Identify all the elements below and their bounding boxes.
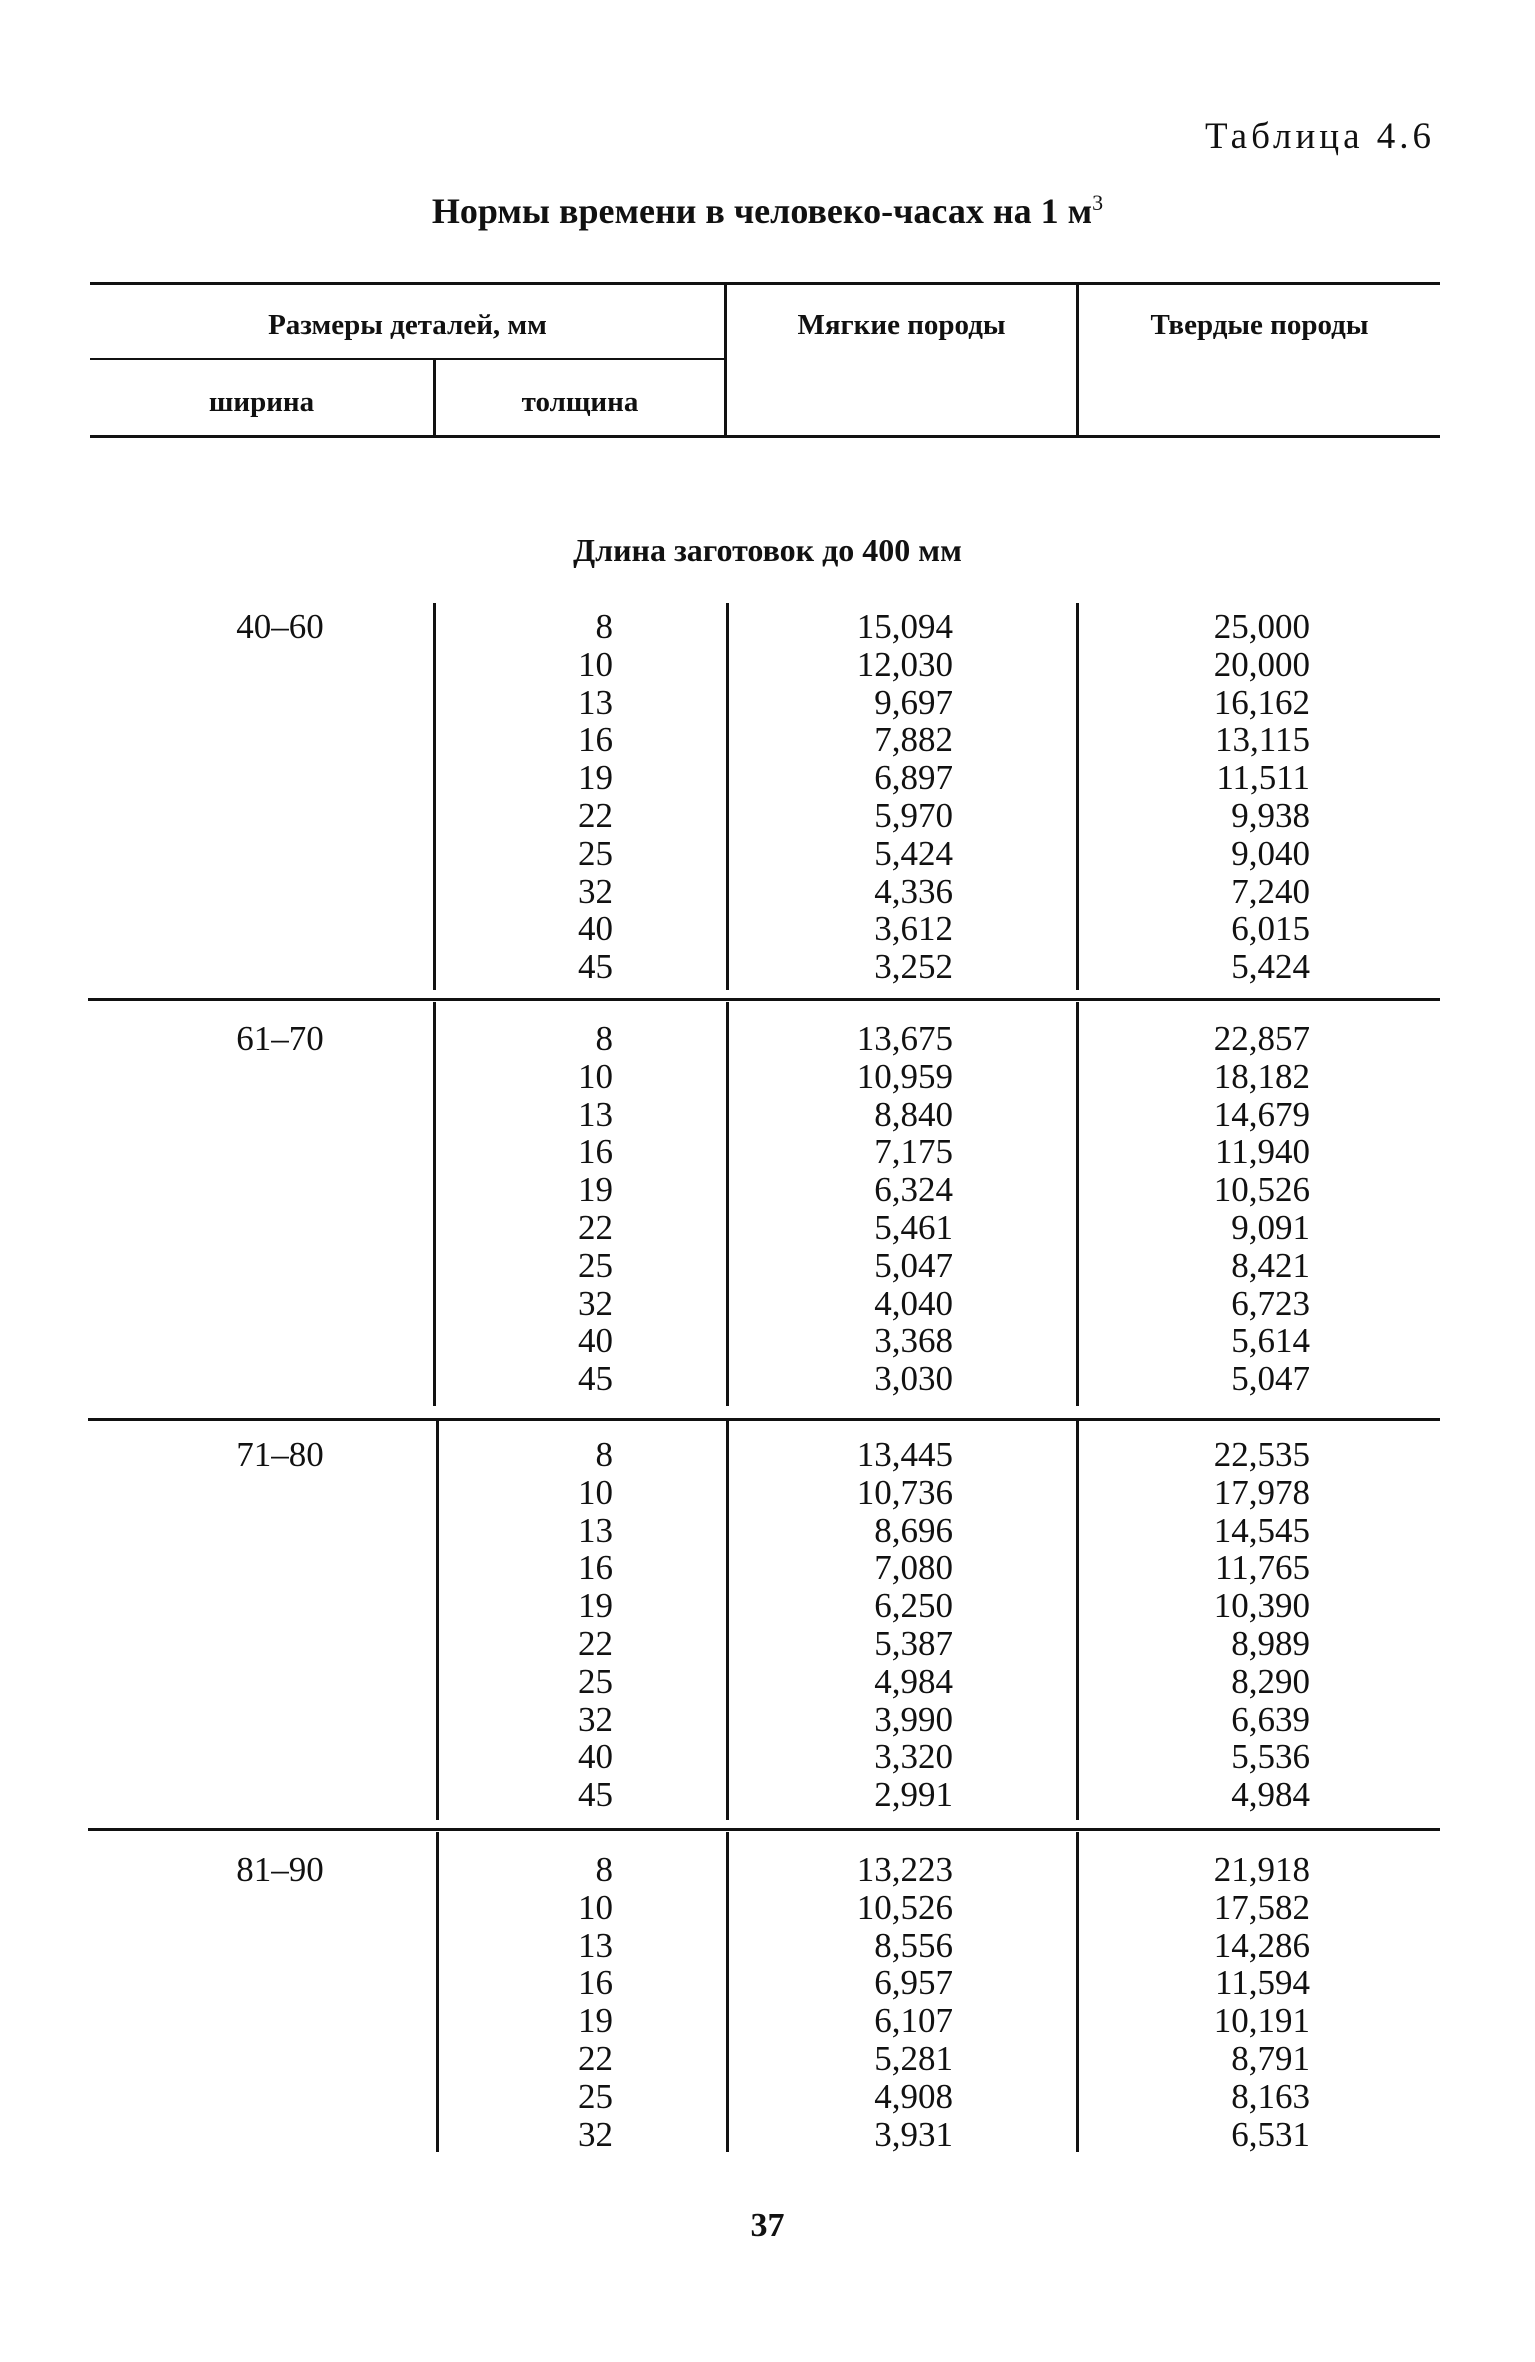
thickness-cell: 8 — [595, 1435, 613, 1474]
hard-cell: 11,511 — [1216, 758, 1310, 798]
table-label: Таблица 4.6 — [1205, 116, 1435, 157]
thickness-cell: 25 — [578, 1661, 613, 1701]
soft-wood-column — [800, 1436, 953, 1814]
hard-cell: 5,047 — [1231, 1359, 1310, 1399]
thickness-column — [500, 1436, 613, 1814]
hard-cell: 5,614 — [1231, 1321, 1310, 1361]
soft-cell: 13,223 — [856, 1850, 953, 1889]
thickness-cell: 10 — [578, 644, 613, 684]
thickness-cell: 10 — [578, 1472, 613, 1512]
soft-cell: 7,882 — [874, 720, 953, 760]
soft-cell: 5,461 — [874, 1207, 953, 1247]
table-title-superscript: 3 — [1092, 190, 1104, 215]
group-4-divider-c — [1076, 1832, 1079, 2152]
soft-cell: 8,840 — [874, 1094, 953, 1134]
hard-cell: 4,984 — [1231, 1775, 1310, 1815]
thickness-cell: 25 — [578, 833, 613, 873]
hard-cell: 9,040 — [1231, 833, 1310, 873]
group-2-divider-b — [726, 1002, 729, 1406]
width-range: 81–90 — [236, 1850, 324, 1889]
thickness-cell: 13 — [578, 682, 613, 722]
thickness-cell: 32 — [578, 2114, 613, 2154]
thickness-cell: 22 — [578, 1623, 613, 1663]
width-range: 40–60 — [236, 607, 324, 646]
hard-cell: 9,938 — [1231, 795, 1310, 835]
hard-cell: 5,536 — [1231, 1737, 1310, 1777]
table-title-text: Нормы времени в человеко-часах на 1 м — [431, 191, 1093, 231]
group-3-divider-c — [1076, 1421, 1079, 1820]
width-range: 61–70 — [236, 1019, 324, 1058]
hard-cell: 20,000 — [1213, 644, 1310, 684]
hard-cell: 9,091 — [1231, 1207, 1310, 1247]
hard-wood-column — [1150, 608, 1310, 986]
hard-cell: 5,424 — [1231, 947, 1310, 987]
thickness-cell: 16 — [578, 1548, 613, 1588]
soft-cell: 3,320 — [874, 1737, 953, 1777]
hard-cell: 8,421 — [1231, 1245, 1310, 1285]
hard-wood-column — [1150, 1851, 1310, 2153]
hard-cell: 18,182 — [1213, 1056, 1310, 1096]
hard-cell: 7,240 — [1231, 871, 1310, 911]
hard-cell: 10,191 — [1213, 2001, 1310, 2041]
thickness-cell: 8 — [595, 607, 613, 646]
soft-cell: 2,991 — [874, 1775, 953, 1815]
thickness-cell: 22 — [578, 2038, 613, 2078]
soft-cell: 3,990 — [874, 1699, 953, 1739]
thickness-cell: 10 — [578, 1887, 613, 1927]
header-top-rule — [90, 282, 1440, 285]
hard-cell: 14,286 — [1213, 1925, 1310, 1965]
thickness-cell: 19 — [578, 2001, 613, 2041]
soft-cell: 6,107 — [874, 2001, 953, 2041]
group-1-bottom-rule — [88, 998, 1440, 1001]
soft-cell: 6,250 — [874, 1586, 953, 1626]
soft-cell: 6,957 — [874, 1963, 953, 2003]
soft-cell: 15,094 — [856, 607, 953, 646]
soft-cell: 9,697 — [874, 682, 953, 722]
header-width: ширина — [208, 386, 315, 418]
thickness-cell: 10 — [578, 1056, 613, 1096]
hard-cell: 10,390 — [1213, 1586, 1310, 1626]
thickness-cell: 13 — [578, 1925, 613, 1965]
hard-cell: 11,765 — [1215, 1548, 1310, 1588]
hard-cell: 22,857 — [1213, 1019, 1310, 1058]
soft-wood-column — [800, 1020, 953, 1398]
hard-cell: 10,526 — [1213, 1170, 1310, 1210]
thickness-cell: 8 — [595, 1850, 613, 1889]
group-4-divider-a — [436, 1832, 439, 2152]
thickness-cell: 25 — [578, 1245, 613, 1285]
soft-cell: 3,252 — [874, 947, 953, 987]
soft-cell: 6,897 — [874, 758, 953, 798]
thickness-cell: 32 — [578, 871, 613, 911]
thickness-cell: 32 — [578, 1283, 613, 1323]
hard-wood-column — [1150, 1436, 1310, 1814]
thickness-cell: 16 — [578, 1132, 613, 1172]
thickness-cell: 40 — [578, 1321, 613, 1361]
hard-cell: 14,679 — [1213, 1094, 1310, 1134]
soft-cell: 4,908 — [874, 2076, 953, 2116]
soft-cell: 13,675 — [856, 1019, 953, 1058]
soft-cell: 5,387 — [874, 1623, 953, 1663]
thickness-column — [500, 1020, 613, 1398]
soft-cell: 5,424 — [874, 833, 953, 873]
group-3-divider-a — [436, 1421, 439, 1820]
hard-cell: 8,989 — [1231, 1623, 1310, 1663]
soft-cell: 6,324 — [874, 1170, 953, 1210]
group-1-divider-c — [1076, 603, 1079, 990]
group-4-divider-b — [726, 1832, 729, 2152]
thickness-cell: 22 — [578, 795, 613, 835]
hard-cell: 11,940 — [1215, 1132, 1310, 1172]
soft-cell: 3,030 — [874, 1359, 953, 1399]
group-1-divider-b — [726, 603, 729, 990]
thickness-cell: 19 — [578, 1170, 613, 1210]
hard-cell: 13,115 — [1215, 720, 1310, 760]
soft-cell: 7,175 — [874, 1132, 953, 1172]
soft-cell: 5,281 — [874, 2038, 953, 2078]
header-soft: Мягкие породы — [797, 309, 1006, 341]
thickness-cell: 45 — [578, 1775, 613, 1815]
soft-wood-column — [800, 1851, 953, 2153]
soft-cell: 8,556 — [874, 1925, 953, 1965]
thickness-column — [500, 608, 613, 986]
soft-cell: 3,612 — [874, 909, 953, 949]
hard-cell: 14,545 — [1213, 1510, 1310, 1550]
group-2-bottom-rule — [88, 1418, 1440, 1421]
soft-cell: 10,736 — [856, 1472, 953, 1512]
hard-cell: 6,639 — [1231, 1699, 1310, 1739]
hard-cell: 25,000 — [1213, 607, 1310, 646]
group-2-divider-c — [1076, 1002, 1079, 1406]
soft-cell: 4,984 — [874, 1661, 953, 1701]
thickness-cell: 25 — [578, 2076, 613, 2116]
hard-cell: 6,531 — [1231, 2114, 1310, 2154]
hard-cell: 17,978 — [1213, 1472, 1310, 1512]
hard-cell: 21,918 — [1213, 1850, 1310, 1889]
soft-cell: 5,970 — [874, 795, 953, 835]
thickness-cell: 8 — [595, 1019, 613, 1058]
group-3-bottom-rule — [88, 1828, 1440, 1831]
soft-cell: 5,047 — [874, 1245, 953, 1285]
header-thickness: толщина — [521, 386, 639, 418]
hard-cell: 16,162 — [1213, 682, 1310, 722]
thickness-cell: 40 — [578, 1737, 613, 1777]
header-divider-soft-hard — [1076, 282, 1079, 437]
thickness-cell: 40 — [578, 909, 613, 949]
thickness-cell: 19 — [578, 1586, 613, 1626]
hard-cell: 8,290 — [1231, 1661, 1310, 1701]
section-title: Длина заготовок до 400 мм — [573, 532, 962, 568]
thickness-cell: 45 — [578, 1359, 613, 1399]
group-1-divider-a — [433, 603, 436, 990]
table-title — [0, 190, 1535, 232]
hard-cell: 22,535 — [1213, 1435, 1310, 1474]
soft-cell: 13,445 — [856, 1435, 953, 1474]
header-sub-rule — [90, 358, 725, 360]
hard-cell: 17,582 — [1213, 1887, 1310, 1927]
soft-cell: 4,040 — [874, 1283, 953, 1323]
thickness-cell: 22 — [578, 1207, 613, 1247]
page-number: 37 — [750, 2207, 785, 2244]
header-hard: Твердые породы — [1150, 309, 1369, 341]
group-3-divider-b — [726, 1421, 729, 1820]
thickness-cell: 13 — [578, 1510, 613, 1550]
thickness-cell: 13 — [578, 1094, 613, 1134]
thickness-cell: 45 — [578, 947, 613, 987]
soft-cell: 4,336 — [874, 871, 953, 911]
soft-cell: 7,080 — [874, 1548, 953, 1588]
thickness-cell: 16 — [578, 720, 613, 760]
header-bottom-rule — [90, 435, 1440, 438]
soft-cell: 12,030 — [856, 644, 953, 684]
header-divider-sizes-soft — [724, 282, 727, 437]
thickness-column — [500, 1851, 613, 2153]
width-range: 71–80 — [236, 1435, 324, 1474]
hard-cell: 6,015 — [1231, 909, 1310, 949]
header-part-sizes: Размеры деталей, мм — [268, 309, 547, 341]
group-2-divider-a — [433, 1002, 436, 1406]
hard-cell: 6,723 — [1231, 1283, 1310, 1323]
hard-wood-column — [1150, 1020, 1310, 1398]
soft-cell: 3,931 — [874, 2114, 953, 2154]
thickness-cell: 32 — [578, 1699, 613, 1739]
soft-wood-column — [800, 608, 953, 986]
hard-cell: 8,791 — [1231, 2038, 1310, 2078]
hard-cell: 11,594 — [1215, 1963, 1310, 2003]
soft-cell: 10,959 — [856, 1056, 953, 1096]
soft-cell: 8,696 — [874, 1510, 953, 1550]
soft-cell: 10,526 — [856, 1887, 953, 1927]
thickness-cell: 19 — [578, 758, 613, 798]
thickness-cell: 16 — [578, 1963, 613, 2003]
hard-cell: 8,163 — [1231, 2076, 1310, 2116]
soft-cell: 3,368 — [874, 1321, 953, 1361]
